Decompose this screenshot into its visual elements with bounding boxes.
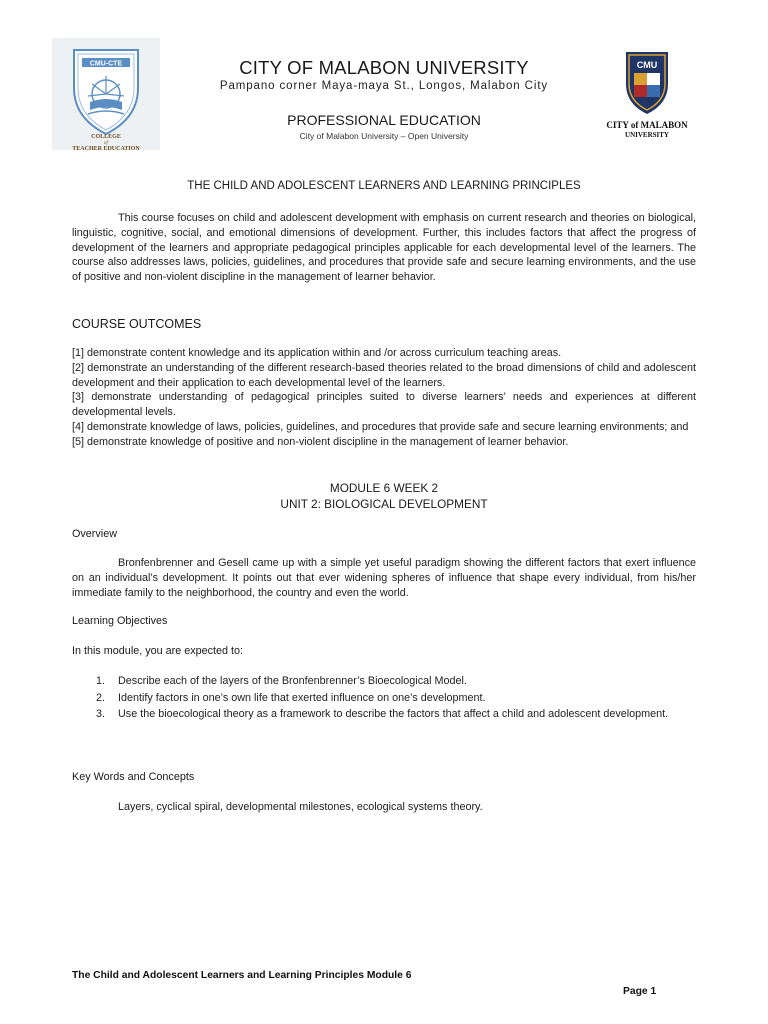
list-item — [96, 673, 696, 690]
list-item-number: 2. — [96, 691, 106, 704]
keywords-heading: Key Words and Concepts — [72, 771, 195, 783]
university-name: CITY OF MALABON UNIVERSITY — [239, 57, 529, 78]
module-heading: MODULE 6 WEEK 2 — [329, 481, 439, 495]
page-number: Page 1 — [623, 986, 657, 997]
overview-text: Bronfenbrenner and Gesell came up with a simple yet useful paradigm showing the different factors that exert influence on an individual’s development. It points out that ever widening spheres of influence that shape every individual, from his/her immediate family to the neighborhood, the country and even the world. — [72, 557, 696, 599]
sub-department: City of Malabon University – Open University — [299, 131, 469, 141]
objectives-intro: In this module, you are expected to: — [72, 645, 244, 657]
objectives-heading: Learning Objectives — [72, 615, 168, 627]
unit-heading: UNIT 2: BIOLOGICAL DEVELOPMENT — [280, 497, 488, 511]
university-logo — [596, 46, 698, 140]
department-title: PROFESSIONAL EDUCATION — [287, 112, 481, 128]
university-logo-shield-text: CMU — [636, 60, 658, 70]
university-shield-icon — [596, 46, 698, 140]
outcome-item: [5] demonstrate knowledge of positive and non-violent discipline in the management of learner behavior. — [72, 435, 569, 448]
outcome-item: [1] demonstrate content knowledge and its application within and /or across curriculum teaching areas. — [72, 347, 562, 359]
keywords-text: Layers, cyclical spiral, developmental milestones, ecological systems theory. — [118, 801, 483, 813]
course-description: This course focuses on child and adolescent development with emphasis on current research and theories on biological, linguistic, cognitive, social, and emotional dimensions of development. Further, this includes factors that affect the progress of development of the learners and appropriate pedagogical principles applicable for each developmental level of the learners. The course also addresses laws, policies, guidelines, and procedures that provide safe and secure learning environments, and the use of positive and non-violent discipline in the management of learner behavior. — [72, 212, 696, 284]
list-item — [96, 706, 696, 723]
college-logo-of: of — [104, 141, 108, 146]
university-logo-name1: CITY of MALABON — [606, 120, 688, 130]
college-logo-line1: COLLEGE — [91, 134, 121, 140]
list-item-number: 3. — [96, 708, 106, 720]
course-title: THE CHILD AND ADOLESCENT LEARNERS AND LEARNING PRINCIPLES — [187, 180, 581, 192]
footer-title: The Child and Adolescent Learners and Learning Principles Module 6 — [72, 970, 412, 981]
list-item-number: 1. — [96, 675, 106, 687]
list-item-text: Use the bioecological theory as a framework to describe the factors that affect a child and adolescent development. — [118, 708, 669, 720]
university-address: Pampano corner Maya-maya St., Longos, Malabon City — [219, 80, 549, 92]
overview-heading: Overview — [72, 528, 117, 540]
outcome-item: [2] demonstrate an understanding of the different research-based theories related to the broad dimensions of child and adolescent development and their application to each developmental level of the learners. — [72, 361, 696, 389]
list-item — [96, 690, 696, 707]
university-logo-name2: UNIVERSITY — [625, 131, 669, 139]
outcomes-heading: COURSE OUTCOMES — [72, 317, 202, 331]
outcomes-list — [72, 346, 696, 450]
objectives-list — [96, 673, 696, 723]
list-item-text: Describe each of the layers of the Bronfenbrenner’s Bioecological Model. — [118, 675, 467, 687]
outcome-item: [4] demonstrate knowledge of laws, policies, guidelines, and procedures that provide safe and secure learning environments; and — [72, 420, 689, 433]
list-item-text: Identify factors in one’s own life that exerted influence on one’s development. — [118, 691, 486, 704]
outcome-item: [3] demonstrate understanding of pedagogical principles suited to diverse learners’ needs and experiences at different developmental levels. — [72, 391, 696, 419]
college-logo-top-text: CMU-CTE — [89, 60, 123, 68]
college-logo-line2: TEACHER EDUCATION — [72, 146, 140, 150]
